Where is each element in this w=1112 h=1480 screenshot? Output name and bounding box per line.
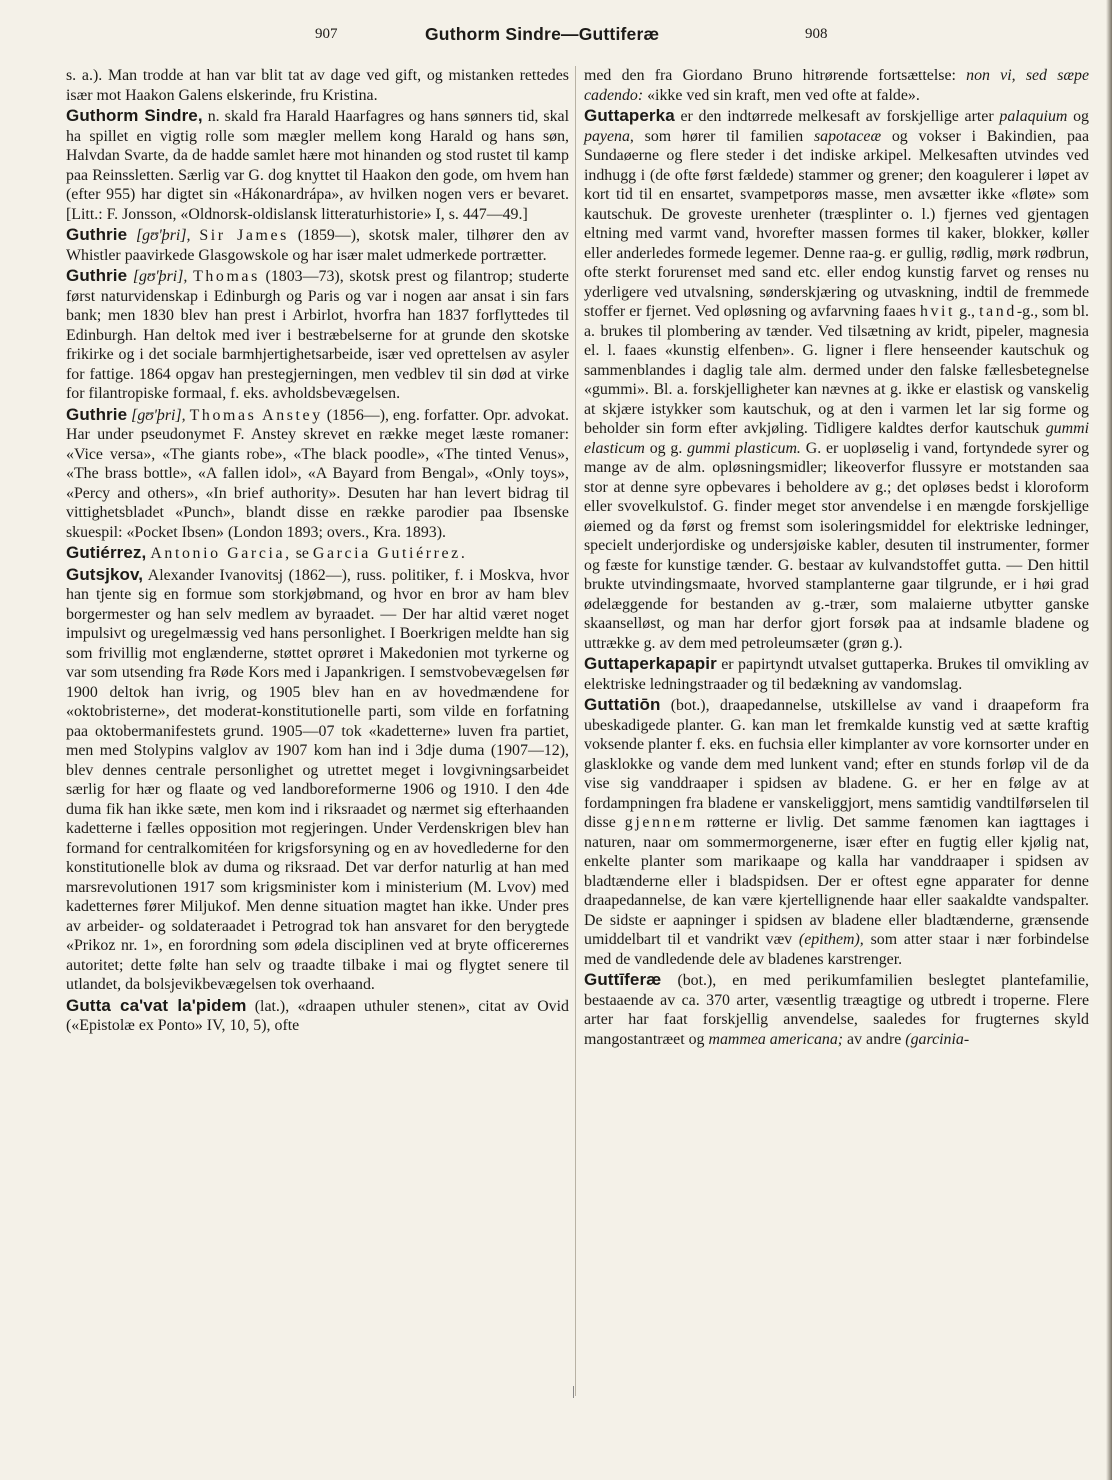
- pronunciation: [gʊ'þri],: [132, 268, 188, 285]
- headword: Guttaperkapapir: [584, 654, 717, 673]
- headword: Guttīferæ: [584, 970, 662, 989]
- entry-guthrie-thomas-anstey: Guthrie [gʊ'þri], Thomas Anstey (1856—), eng. forfatter. Opr. advokat. Har under pseudonymet F. Anstey skrevet en række meget læste romaner: «Vice versa», «The giants robe», «The black poodle», «The tinted Venus», «The brass bottle», «A fallen idol», «A Bayard from Bengal», «Only toys», «Percy and others», «In brief authority». Desuten har han levert bidrag til vittighetsbladet «Punch», blandt disse en række parodier paa Ibsenske skuespil: «Pocket Ibsen» (London 1893; overs., Kra. 1893).: [66, 404, 570, 541]
- entry-gutsjkov: Gutsjkov, Alexander Ivanovitsj (1862—), russ. politiker, f. i Moskva, hvor han tjente sig en formue som storkjøbmand, og hvor en bror av ham blev borgermester og han selv medlem av byraadet. — Der har altid været noget impulsivt og uregelmæssig ved hans personlighet. I Boerkrigen meldte han sig som frivillig mot englænderne, støttet oprøret i Makedonien mot tyrkerne og var som utsending fra Røde Kors med i Japankrigen. I semstvobevægelsen før 1900 deltok han ivrig, og 1905 blev han en av hovedmændene for «oktobristerne», det moderat-konstitutionelle parti, som vilde en forfatning paa oktobermanifestets grund. 1905—07 tok «kadetterne» luven fra partiet, men med Stolypins valglov av 1907 kom han ind i 3dje duma (1907—12), blev dennes centrale personlighet og utrettet meget i lovgivningsarbeidet særlig for hær og flaate og ved landboreformerne 1906 og 1910. I den 4de duma fik han ikke sæte, men kom ind i riksraadet og nærmet sig efterhaanden kadetterne i fælles opposition mot regjeringen. Under Verdenskrigen blev han formand for centralkomitéen for krigsforsyning og en av hovedlederne for den konstitutionelle blok av duma og riksraad. Det var derfor naturlig at han med marsrevolutionen 1917 som krigsminister kom i ministerium (M. Lvov) med kadetternes fører Miljukof. Men denne situation magtet han ikke. Under pres av arbeider- og soldateraadet i Petrograd tok han ansvaret for den berygtede «Prikoz nr. 1», en forordning som ødela disciplinen ved at bryte officerernes autoritet; dette følte han selv og traadte tilbake i mai og flygtet senere til utlandet, da bolsjevikbevægelsen tok overhaand.: [66, 564, 569, 993]
- cross-reference: Garcia Gutiérrez.: [312, 545, 468, 562]
- entry-continuation: med den fra Giordano Bruno hitrørende fortsættelse: non vi, sed sæpe cadendo: «ikke ved sin kraft, men ved ofte at falde».: [584, 67, 1089, 104]
- headword: Guthrie: [66, 225, 128, 244]
- column-divider: [575, 66, 576, 1396]
- divider-tick: [573, 1386, 579, 1398]
- entry-guthorm-sindre: Guthorm Sindre, n. skald fra Harald Haarfagres og hans sønners tid, skal ha spillet en vigtig rolle som mægler mellem kong Harald og hans søn, Halvdan Svarte, da de hadde samlet hære mot hinanden og stod rustet til kamp paa Reinssletten. Særlig var G. dog knyttet til Haakon den gode, om hvem han (efter 955) har digtet sin «Hákonardrápa», av hvilken nogen vers er bevaret. [Litt.: F. Jonsson, «Oldnorsk-oldislansk litteraturhistorie» I, s. 447—49.]: [66, 106, 569, 223]
- given-name: Thomas: [193, 268, 260, 285]
- entry-guttaperkapapir: Guttaperkapapir er papirtyndt utvalset guttaperka. Brukes til omvikling av elektriske ledningstraader og til bedækning av vandomslag.: [584, 654, 1089, 693]
- pronunciation: [gʊ'þri],: [131, 406, 186, 424]
- entry-gutta-cavat: Gutta ca'vat la'pidem (lat.), «draapen uthuler stenen», citat av Ovid («Epistolæ ex Ponto» IV, 10, 5), ofte: [66, 995, 569, 1034]
- page-edge: [1106, 0, 1112, 1480]
- headword: Guthrie: [66, 404, 128, 424]
- latin-quote: non vi, sed sæpe cadendo:: [584, 67, 1089, 104]
- pronunciation: [gʊ'þri],: [136, 227, 191, 244]
- headword: Guthorm Sindre,: [66, 106, 203, 125]
- right-column: [584, 66, 1089, 1049]
- entry-gutierrez: Gutiérrez, Antonio Garcia, se Garcia Gutiérrez.: [66, 543, 468, 562]
- entry-guttaperka: Guttaperka er den indtørrede melkesaft av forskjellige arter palaquium og payena, som hører til familien sapotaceæ og vokser i Bakindien, paa Sundaøerne og flere steder i det indiske arkipel. Melkesaften utvindes ved indhugg i (de ofte først fældede) stammer og grener; den koagulerer i løpet av kort tid til en ensartet, svampetporøs masse, men avsætter ikke «fløte» som kautschuk. De groveste urenheter (træsplinter o. l.) fjernes ved gjentagen eltning med varmt vand, hvorefter massen formes til kaker, blokker, køller eller anderledes formede legemer. Denne raa-g. er gullig, rødlig, mørk rødbrun, ofte sterkt forurenset med sand etc. eller endog kunstig farvet og renses nu yderligere ved utvalsning, sønderskjæring og utvaskning, indtil de fremmede stoffer er fjernet. Ved opløsning og avfarvning faaes hvit g., tand-g., som bl. a. brukes til plombering av tænder. Ved tilsætning av kridt, pipeler, magnesia el. l. faaes «kunstig elfenben». G. ligner i flere henseender kautschuk og sammenblandes i daglig tale alm. dermed under den falske fællesbetegnelse «gummi». Bl. a. forskjelligheter kan nævnes at g. ikke er elastisk og vanskelig at skjære istykker som kautschuk, og at den i varmen let lar sig forme og beholder sin form efter avkjøling. Tidligere kaldtes derfor kautschuk gummi elasticum og g. gummi plasticum. G. er uopløselig i vand, fortyndede syrer og mange av de alm. opløsningsmidler; likeoverfor flussyre er motstanden saa stor at denne syre opbevares i beholdere av g.; det opløses bedst i kloroform eller svovelkulstof. G. finder meget stor anvendelse i en mængde forskjellige øiemed og da først og fremst som isoleringsmiddel for elektriske ledninger, specielt underjordiske og undersjøiske kabler, desuten til instrumenter, former og fæste for kunstige tænder. G. bestaar av kulvandstoffet gutta. — Den hittil brukte utvindingsmaate, hvorved stamplanterne gaar tilgrunde, er i høi grad ødelæggende for bestanden av g.-trær, som malaierne utbytter ganske skaanselløst, og man har derfor gjort forsøk paa at indsamle bladene og uttrække g. av dem med petroleumsæter (grøn g.).: [584, 106, 1090, 652]
- given-name: Sir James: [199, 227, 289, 244]
- headword: Gutiérrez,: [66, 543, 147, 562]
- entry-guthrie-james: Guthrie [gʊ'þri], Sir James (1859—), skotsk maler, tilhører den av Whistler paavirkede Glasgowskole og har især malet udmerkede portrætter.: [66, 225, 569, 264]
- headword: Gutsjkov,: [66, 564, 144, 584]
- entry-continuation: s. a.). Man trodde at han var blit tat av dage ved gift, og mistanken rettedes især mot Haakon Galens elskerinde, fru Kristina.: [66, 67, 569, 104]
- page-header: [60, 26, 1090, 52]
- page-number-left: 907: [315, 26, 338, 42]
- entry-guthrie-thomas: Guthrie [gʊ'þri], Thomas (1803—73), skotsk prest og filantrop; studerte først naturvidenskap i Edinburgh og Paris og var i nogen aar ansat i sin fars bank; men 1830 blev han prest i Arbirlot, hvorfra han 1837 forflyttedes til Edinburgh. Han deltok med iver i bestræbelserne for at grunde den skotske frikirke og i det sociale barmhjertighetsarbeide, især ved oprettelsen av asyler for fattige. 1864 opgav han prestegjerningen, men vedblev til sin død at virke for filantropiske formaal, f. eks. avholdsbevægelsen.: [66, 266, 569, 402]
- headword: Guttaperka: [584, 106, 675, 125]
- headword: Gutta ca'vat la'pidem: [66, 995, 247, 1015]
- running-title: Guthorm Sindre—Guttiferæ: [425, 24, 660, 44]
- given-name: Antonio Garcia,: [150, 545, 292, 562]
- headword: Guthrie: [66, 266, 128, 285]
- given-name: Thomas Anstey: [189, 406, 323, 424]
- left-column: [66, 66, 569, 1036]
- page-number-right: 908: [805, 26, 828, 42]
- entry-guttiferae: Guttīferæ (bot.), en med perikumfamilien beslegtet plantefamilie, bestaaende av ca. 370 arter, væsentlig træagtige og utbredt i troperne. Flere arter har faat forskjellig anvendelse, saaledes for frugternes skyld mangostantræet og mammea americana; av andre (garcinia-: [584, 970, 1089, 1048]
- headword: Guttatiōn: [584, 695, 661, 714]
- entry-guttation: Guttatiōn (bot.), draapedannelse, utskillelse av vand i draapeform fra ubeskadigede planter. G. kan man let fremkalde kunstig ved at sætte kraftig voksende planter f. eks. en fuchsia eller kimplanter av vore kornsorter under en glasklokke og vande dem med lunkent vand; efter en stunds forløp vil de da vise sig vanddraaper i spidsen av bladene. G. er her en følge av at fordampningen fra bladene er vanskeliggjort, mens samtidig vandtilførselen til disse gjennem røtterne er livlig. Det samme fænomen kan iagttages i naturen, naar om sommermorgenerne, især efter en fugtig eller kjølig nat, enkelte planter som marikaape og kalla har vanddraaper i spidsen av bladtænderne eller i bladspidsen. Der er oftest egne apparater for denne draapedannelse, de kan være kjertellignende haar eller saakaldte vandspalter. De sidste er aapninger i spidsen av bladene eller bladtænderne, grænsende umiddelbart til et vandrikt væv (epithem), som atter staar i nær forbindelse med de vandledende dele av bladenes karstrenger.: [584, 695, 1089, 968]
